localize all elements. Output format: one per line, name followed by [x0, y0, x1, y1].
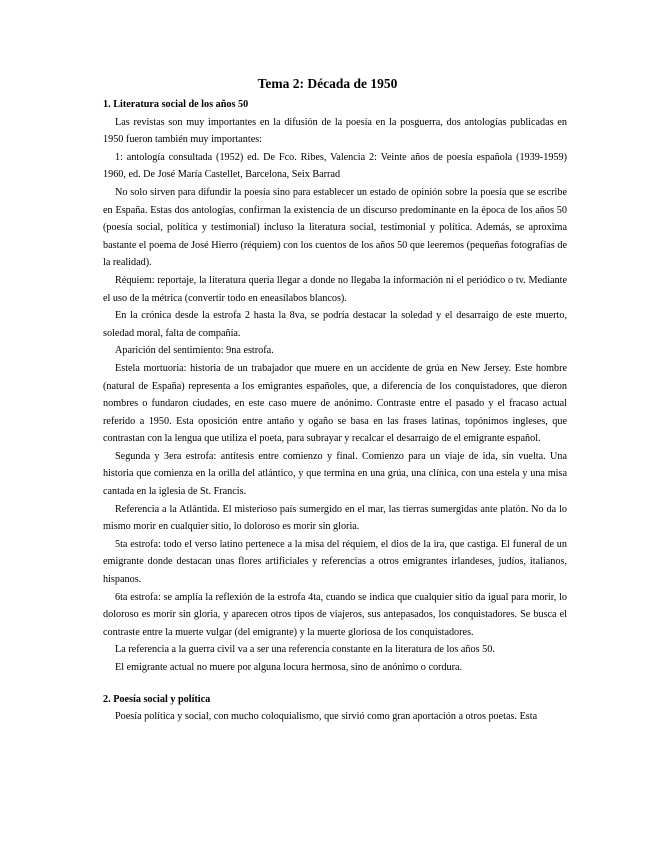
section-heading: 2. Poesía social y política: [103, 693, 211, 705]
paragraph: 5ta estrofa: todo el verso latino pertenece a la misa del réquiem, el dios de la ira, que castiga. El funeral de un emigrante donde destacan unas flores artificiales y referencias a otros emigrantes irlandeses, judíos, italianos, hispanos.: [103, 538, 567, 586]
page-title: Tema 2: Década de 1950: [257, 76, 398, 91]
paragraph: Aparición del sentimiento: 9na estrofa.: [115, 345, 274, 357]
paragraph: Poesía política y social, con mucho coloquialismo, que sirvió como gran aportación a otros poetas. Esta: [115, 711, 538, 723]
paragraph: 1: antología consultada (1952) ed. De Fco. Ribes, Valencia 2: Veinte años de poesía española (1939-1959) 1960, ed. De José María Castellet, Barcelona, Seix Barrad: [103, 151, 567, 181]
paragraph: Referencia a la Atlántida. El misterioso país sumergido en el mar, las tierras sumergidas ante platón. No da lo mismo morir en cualquier sitio, lo doloroso es morir sin gloria.: [103, 503, 567, 533]
paragraph: Estela mortuoria: historia de un trabajador que muere en un accidente de grúa en New Jersey. Este hombre (natural de España) representa a los emigrantes españoles, que, a diferencia de los conquistadores, que dieron nombres o fundaron ciudades, en este caso muere de anónimo. Contraste entre el pasado y el fracaso actual referido a 1950. Esta oposición entre antaño y ogaño se basa en las frases latinas, topónimos ingleses, que contrastan con la lengua que utiliza el poeta, para subrayar y recalcar el desarraigo de el emigrante español.: [103, 362, 567, 445]
paragraph: Réquiem: reportaje, la literatura quería llegar a donde no llegaba la información ni el periódico o tv. Mediante el uso de la métrica (convertir todo en eneasílabos blancos).: [103, 274, 567, 304]
paragraph: 6ta estrofa: se amplía la reflexión de la estrofa 4ta, cuando se indica que cualquier sitio da igual para morir, lo doloroso es morir sin gloria, y aparecen otros tipos de viajeros, sus antepasados, los conquistadores. Se busca el contraste entre la muerte vulgar (del emigrante) y la muerte gloriosa de los conquistadores.: [103, 591, 567, 638]
paragraph: Las revistas son muy importantes en la difusión de la poesía en la posguerra, dos antologías publicadas en 1950 fueron también muy importantes:: [103, 116, 567, 146]
section-heading: 1. Literatura social de los años 50: [103, 99, 249, 110]
section-spacer: [103, 677, 567, 691]
paragraph: La referencia a la guerra civil va a ser una referencia constante en la literatura de los años 50.: [115, 644, 495, 656]
paragraph: El emigrante actual no muere por alguna locura hermosa, sino de anónimo o cordura.: [115, 662, 463, 673]
paragraph: No solo sirven para difundir la poesía sino para establecer un estado de opinión sobre la poesía que se escribe en España. Estas dos antologías, confirman la existencia de un discurso predominante en la época de los años 50 (poesía social, política y testimonial) incluso la literatura social, testimonial y política. Además, se aproxima bastante el poema de José Hierro (réquiem) con los cuentos de los años 50 que leeremos (pequeñas fotografías de la realidad).: [103, 186, 567, 269]
paragraph: Segunda y 3era estrofa: antítesis entre comienzo y final. Comienzo para un viaje de ida, sin vuelta. Una historia que comienza en la orilla del atlántico, y que termina en una grúa, una clínica, con una estela y una misa cantada en la iglesia de St. Francis.: [103, 450, 567, 498]
document-body: [103, 96, 567, 726]
paragraph: En la crónica desde la estrofa 2 hasta la 8va, se podría destacar la soledad y el desarraigo de este muerto, soledad moral, falta de compañía.: [103, 310, 567, 339]
